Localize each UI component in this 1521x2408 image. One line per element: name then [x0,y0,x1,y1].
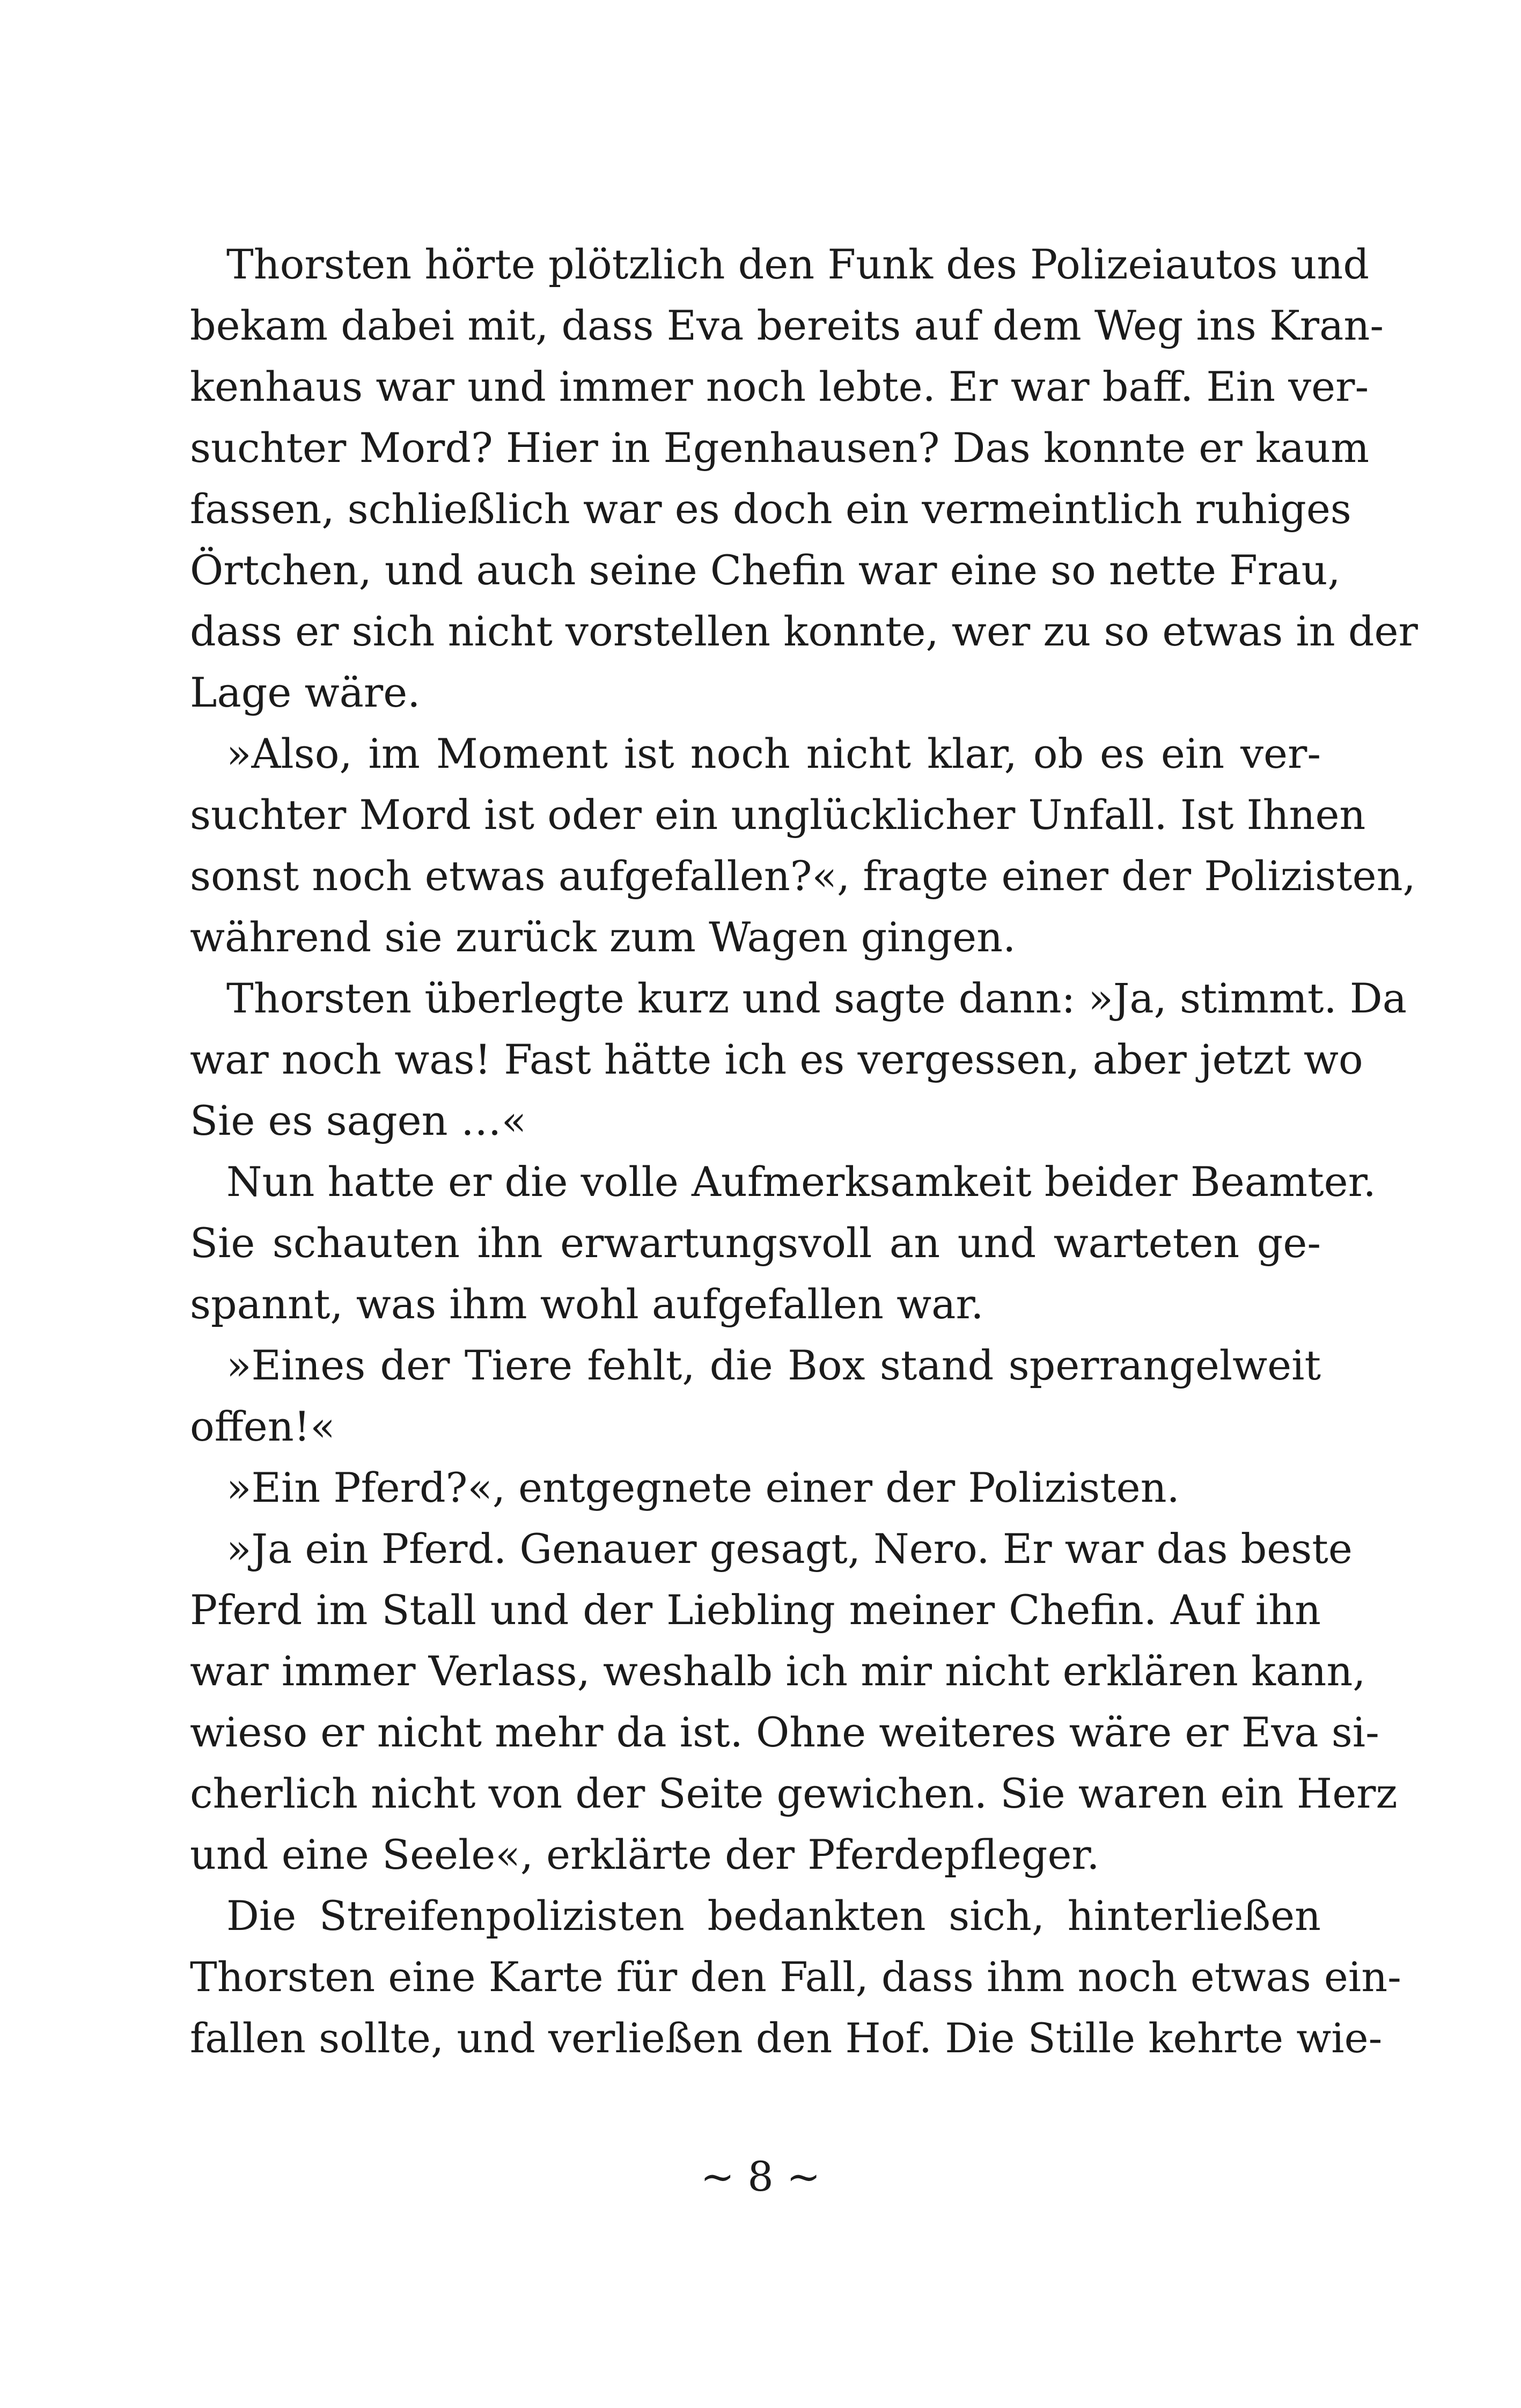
text-line: Sie es sagen …« [190,1097,527,1144]
text-line: »Eines der Tiere fehlt, die Box stand sperrangelweit [226,1341,1321,1389]
text-line: dass er sich nicht vorstellen konnte, wer zu so etwas in der [190,607,1418,655]
body-text [190,234,1418,2069]
text-line: Die Streifenpolizisten bedankten sich, hinterließen [226,1892,1321,1940]
text-line: war noch was! Fast hätte ich es vergessen, aber jetzt wo [190,1036,1363,1083]
text-line: Thorsten eine Karte für den Fall, dass ihm noch etwas ein- [190,1953,1401,2001]
text-line: »Also, im Moment ist noch nicht klar, ob es ein ver- [226,730,1321,777]
text-line: und eine Seele«, erklärte der Pferdepfleger. [190,1831,1100,1878]
text-line: Thorsten überlegte kurz und sagte dann: »Ja, stimmt. Da [226,974,1407,1022]
text-line: war immer Verlass, weshalb ich mir nicht erklären kann, [190,1647,1366,1695]
text-line: Sie schauten ihn erwartungsvoll an und warteten ge- [190,1219,1321,1267]
text-line: sonst noch etwas aufgefallen?«, fragte einer der Polizisten, [190,852,1416,900]
text-line: offen!« [190,1403,335,1450]
text-line: suchter Mord ist oder ein unglücklicher Unfall. Ist Ihnen [190,791,1366,839]
text-line: Nun hatte er die volle Aufmerksamkeit beider Beamter. [226,1158,1376,1206]
text-line: Lage wäre. [190,669,421,716]
text-line: während sie zurück zum Wagen gingen. [190,913,1016,961]
text-line: wieso er nicht mehr da ist. Ohne weiteres wäre er Eva si- [190,1708,1379,1756]
text-line: cherlich nicht von der Seite gewichen. Sie waren ein Herz [190,1770,1398,1817]
text-line: fassen, schließlich war es doch ein vermeintlich ruhiges [190,485,1351,533]
text-line: Pferd im Stall und der Liebling meiner Chefin. Auf ihn [190,1586,1321,1634]
text-line: suchter Mord? Hier in Egenhausen? Das konnte er kaum [190,424,1370,472]
text-line: spannt, was ihm wohl aufgefallen war. [190,1280,984,1328]
text-line: Thorsten hörte plötzlich den Funk des Polizeiautos und [226,240,1370,288]
text-line: kenhaus war und immer noch lebte. Er war baff. Ein ver- [190,363,1369,410]
text-line: »Ein Pferd?«, entgegnete einer der Polizisten. [226,1464,1180,1511]
text-line: bekam dabei mit, dass Eva bereits auf dem Weg ins Kran- [190,302,1384,349]
text-line: fallen sollte, und verließen den Hof. Die Stille kehrte wie- [190,2014,1383,2062]
text-line: »Ja ein Pferd. Genauer gesagt, Nero. Er war das beste [226,1525,1353,1573]
text-line: Örtchen, und auch seine Chefin war eine so nette Frau, [190,546,1341,594]
page-number: ~ 8 ~ [700,2153,821,2200]
